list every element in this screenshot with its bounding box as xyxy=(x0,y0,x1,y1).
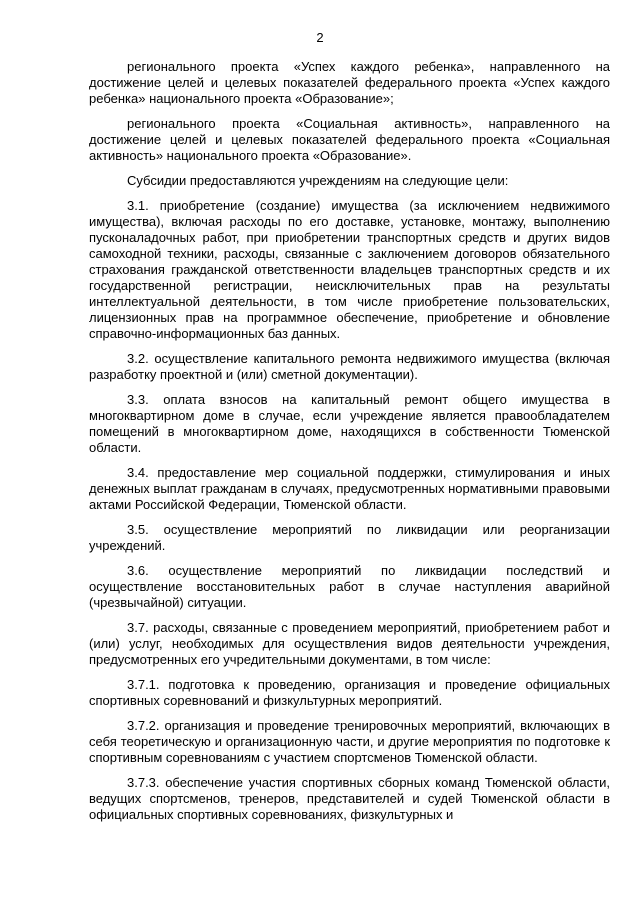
document-body xyxy=(89,59,610,832)
paragraph-3-7-3: 3.7.3. обеспечение участия спортивных сборных команд Тюменской области, ведущих спортсменов, тренеров, представителей и судей Тюменской области в официальных спортивных соревнованиях, физкультурных и xyxy=(89,775,610,822)
paragraph-regional-project-success: регионального проекта «Успех каждого ребенка», направленного на достижение целей и целевых показателей федерального проекта «Успех каждого ребенка» национального проекта «Образование»; xyxy=(89,59,610,106)
paragraph-3-6: 3.6. осуществление мероприятий по ликвидации последствий и осуществление восстановительных работ в случае наступления аварийной (чрезвычайной) ситуации. xyxy=(89,563,610,610)
paragraph-3-7: 3.7. расходы, связанные с проведением мероприятий, приобретением работ и (или) услуг, необходимых для осуществления видов деятельности учреждения, предусмотренных его учредительными документами, в том числе: xyxy=(89,620,610,667)
page-number: 2 xyxy=(316,30,324,45)
paragraph-3-2: 3.2. осуществление капитального ремонта недвижимого имущества (включая разработку проектной и (или) сметной документации). xyxy=(89,351,610,382)
paragraph-subsidy-purposes-intro: Субсидии предоставляются учреждениям на следующие цели: xyxy=(127,173,509,188)
paragraph-3-7-1: 3.7.1. подготовка к проведению, организация и проведение официальных спортивных соревнований и физкультурных мероприятий. xyxy=(89,677,610,708)
paragraph-3-7-2: 3.7.2. организация и проведение тренировочных мероприятий, включающих в себя теоретическую и организационную части, и другие мероприятия по подготовке к спортивным соревнованиям с участием спортсменов Тюменской области. xyxy=(89,718,610,765)
paragraph-3-5: 3.5. осуществление мероприятий по ликвидации или реорганизации учреждений. xyxy=(89,522,610,553)
paragraph-3-4: 3.4. предоставление мер социальной поддержки, стимулирования и иных денежных выплат гражданам в случаях, предусмотренных нормативными правовыми актами Российской Федерации, Тюменской области. xyxy=(89,465,611,512)
paragraph-regional-project-social: регионального проекта «Социальная активность», направленного на достижение целей и целевых показателей федерального проекта «Социальная активность» национального проекта «Образование». xyxy=(89,116,610,163)
paragraph-3-3: 3.3. оплата взносов на капитальный ремонт общего имущества в многоквартирном доме в случае, если учреждение является правообладателем помещений в многоквартирном доме, находящихся в собственности Тюменской области. xyxy=(89,392,610,455)
paragraph-3-1: 3.1. приобретение (создание) имущества (за исключением недвижимого имущества), включая расходы по его доставке, установке, монтажу, выполнению пусконаладочных работ, при приобретении транспортных средств и других видов самоходной техники, расходы, связанные с заключением договоров обязательного страхования гражданской ответственности владельцев транспортных средств и их государственной регистрации, неисключительных прав на результаты интеллектуальной деятельности, в том числе приобретение пользовательских, лицензионных прав на программное обеспечение, приобретение и обновление справочно-информационных баз данных. xyxy=(89,198,610,341)
